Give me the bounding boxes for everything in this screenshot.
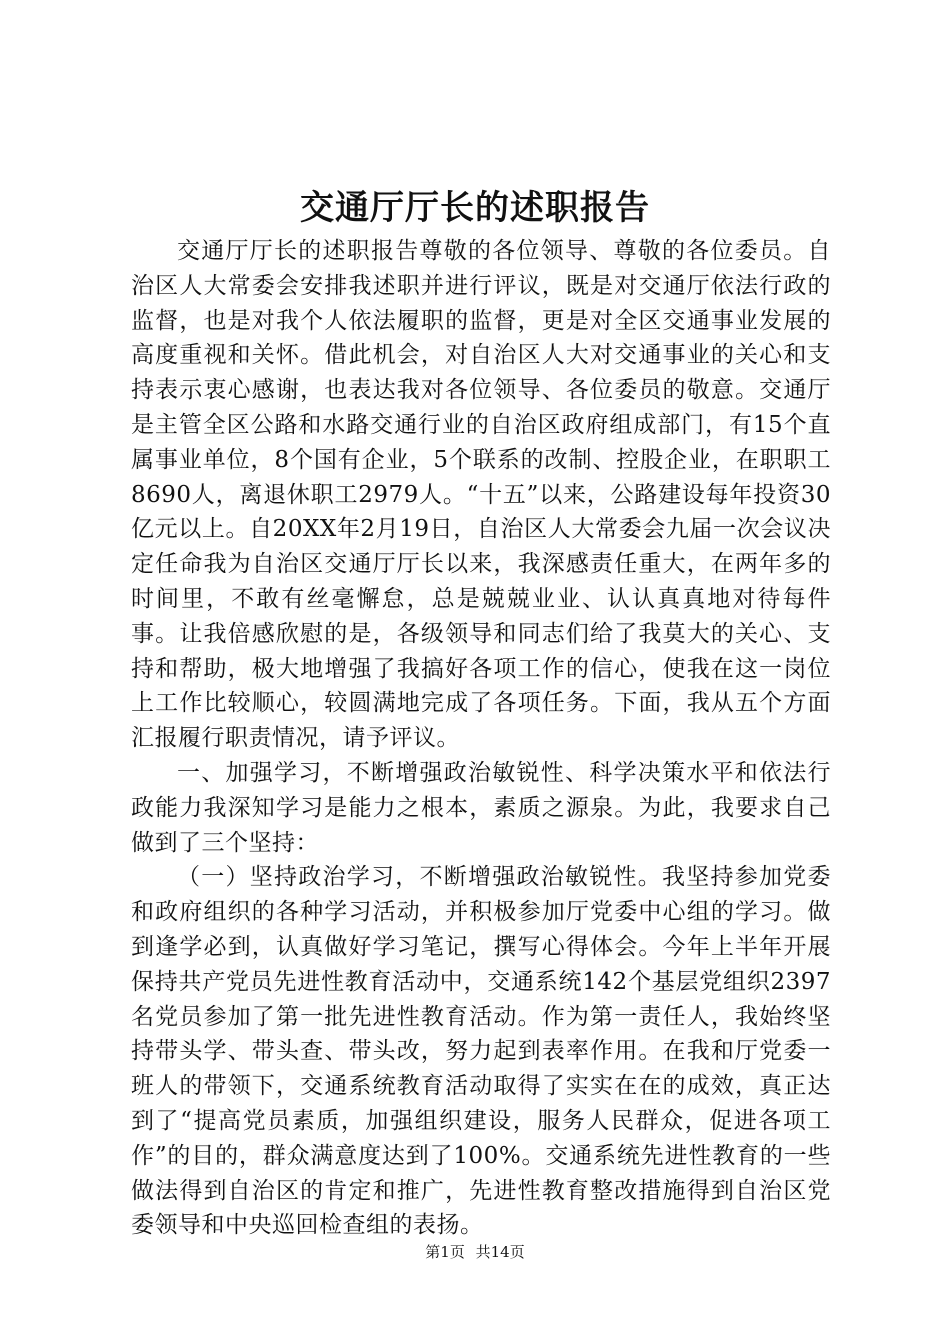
document-body (131, 234, 831, 1243)
page-number: 第1页 (425, 1243, 465, 1261)
paragraph-section-one: 一、加强学习，不断增强政治敏锐性、科学决策水平和依法行政能力我深知学习是能力之根本，素质之源泉。为此，我要求自己做到了三个坚持： (131, 759, 831, 856)
paragraph-subsection-one: （一）坚持政治学习，不断增强政治敏锐性。我坚持参加党委和政府组织的各种学习活动，并积极参加厅党委中心组的学习。做到逢学必到，认真做好学习笔记，撰写心得体会。今年上半年开展保持共产党员先进性教育活动中，交通系统142个基层党组织2397名党员参加了第一批先进性教育活动。作为第一责任人，我始终坚持带头学、带头查、带头改，努力起到表率作用。在我和厅党委一班人的带领下，交通系统教育活动取得了实实在在的成效，真正达到了“提高党员素质，加强组织建设，服务人民群众，促进各项工作”的目的，群众满意度达到了100%。交通系统先进性教育的一些做法得到自治区的肯定和推广，先进性教育整改措施得到自治区党委领导和中央巡回检查组的表扬。 (131, 864, 831, 1239)
paragraph-intro: 交通厅厅长的述职报告尊敬的各位领导、尊敬的各位委员。自治区人大常委会安排我述职并进行评议，既是对交通厅依法行政的监督，也是对我个人依法履职的监督，更是对全区交通事业发展的高度重视和关怀。借此机会，对自治区人大对交通事业的关心和支持表示衷心感谢，也表达我对各位领导、各位委员的敬意。交通厅是主管全区公路和水路交通行业的自治区政府组成部门，有15个直属事业单位，8个国有企业，5个联系的改制、控股企业，在职职工8690人，离退休职工2979人。“十五”以来，公路建设每年投资30亿元以上。自20XX年2月19日，自治区人大常委会九届一次会议决定任命我为自治区交通厅厅长以来，我深感责任重大，在两年多的时间里，不敢有丝毫懈怠，总是兢兢业业、认认真真地对待每件事。让我倍感欣慰的是，各级领导和同志们给了我莫大的关心、支持和帮助，极大地增强了我搞好各项工作的信心，使我在这一岗位上工作比较顺心，较圆满地完成了各项任务。下面，我从五个方面汇报履行职责情况，请予评议。 (131, 238, 831, 752)
document-title: 交通厅厅长的述职报告 (300, 188, 650, 228)
page-total: 共14页 (475, 1243, 525, 1261)
page-footer (0, 1242, 950, 1262)
